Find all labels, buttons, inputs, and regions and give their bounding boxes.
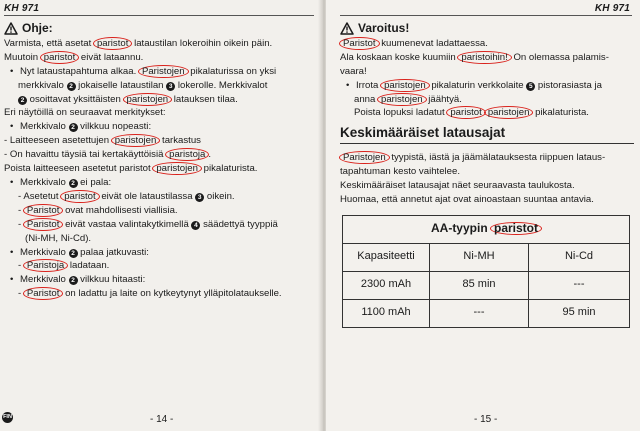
circled-word: Paristojen xyxy=(339,151,390,164)
text-line: Varmista, että asetat paristot lataustilan lokeroihin oikein päin. xyxy=(4,37,273,49)
list-item: • Irrota paristojen pikalaturin verkkolaite 5 pistorasiasta ja xyxy=(346,79,602,91)
text-line: Eri näytöillä on seuraavat merkitykset: xyxy=(4,107,166,119)
text-line: 2 osoittavat yksittäisten paristojen latauksen tilaa. xyxy=(4,93,316,107)
bullet-icon: • xyxy=(10,121,14,133)
ref-number-badge: 2 xyxy=(67,82,76,91)
ref-number-badge: 2 xyxy=(69,249,78,258)
column-header: Ni-Cd xyxy=(529,243,630,271)
bullet-icon: • xyxy=(10,246,14,258)
circled-word: paristojen xyxy=(152,162,202,175)
circled-word: paristot xyxy=(490,222,542,235)
page-number: - 15 - xyxy=(474,414,498,425)
circled-word: Paristot xyxy=(23,218,64,231)
list-item: • Merkkivalo 2 vilkkuu hitaasti: xyxy=(10,274,146,286)
table-cell: --- xyxy=(529,271,630,299)
circled-word: Paristot xyxy=(23,204,64,217)
text-line: Paristot kuumenevat ladattaessa. xyxy=(340,37,634,51)
table-row xyxy=(343,271,630,299)
list-item: • Merkkivalo 2 ei pala: xyxy=(10,176,112,188)
circled-word: paristot xyxy=(93,37,132,50)
table-cell: --- xyxy=(430,299,529,327)
bullet-icon: • xyxy=(10,176,14,188)
circled-word: paristot xyxy=(60,190,99,203)
text-line: (Ni-MH, Ni-Cd). xyxy=(25,232,92,244)
circled-word: paristoja xyxy=(165,148,209,161)
header-rule xyxy=(340,15,632,16)
text-line: Muutoin paristot eivät lataannu. xyxy=(4,51,144,63)
page-number: - 14 - xyxy=(150,414,174,425)
circled-word: Paristot xyxy=(23,287,64,300)
warning-icon xyxy=(4,22,18,35)
note-heading-text: Ohje: xyxy=(22,21,53,35)
text-line: - Paristot on ladattu ja laite on kytkeytynyt ylläpitolataukselle. xyxy=(18,288,282,300)
intro-paragraph xyxy=(340,151,634,207)
column-header: Kapasiteetti xyxy=(343,243,430,271)
text-line: Paristojen tyypistä, iästä ja jäämälatauksesta riippuen lataus- xyxy=(340,151,634,165)
right-page xyxy=(326,0,640,431)
table-cell: 1100 mAh xyxy=(343,299,430,327)
list-item: • Merkkivalo 2 palaa jatkuvasti: xyxy=(10,246,149,258)
circled-word: paristojen xyxy=(380,79,430,92)
warning-heading xyxy=(340,22,634,36)
text-line: Keskimääräiset latausajat näet seuraavasta taulukosta. xyxy=(340,180,575,192)
note-heading xyxy=(4,22,316,36)
ref-number-badge: 2 xyxy=(69,276,78,285)
model-header: KH 971 xyxy=(594,3,630,14)
circled-word: paristoihin! xyxy=(457,51,511,64)
circled-word: paristot xyxy=(40,51,79,64)
text-line: Poista lopuksi ladatut paristot paristojen pikalaturista. xyxy=(354,107,589,119)
column-header: Ni-MH xyxy=(430,243,529,271)
ref-number-badge: 3 xyxy=(166,82,175,91)
text-line: - On havaittu täysiä tai kertakäyttöisiä paristoja . xyxy=(4,149,212,161)
circled-word: paristojen xyxy=(123,93,173,106)
circled-word: paristojen xyxy=(377,93,427,106)
text-line: merkkivalo 2 jokaiselle lataustilan 3 lokerolle. Merkkivalot xyxy=(18,79,268,91)
text-line: - Paristoja ladataan. xyxy=(18,260,110,272)
text-line: - Laitteeseen asetettujen paristojen tarkastus xyxy=(4,135,201,147)
table-row xyxy=(343,299,630,327)
ref-number-badge: 2 xyxy=(18,96,27,105)
ref-number-badge: 2 xyxy=(69,123,78,132)
bullet-icon: • xyxy=(346,79,350,91)
text-line: vaara! xyxy=(340,65,367,77)
circled-word: paristojen xyxy=(484,106,534,119)
ref-number-badge: 3 xyxy=(195,193,204,202)
text-line: Huomaa, että annetut ajat ovat ainoastaan suuntaa antavia. xyxy=(340,193,594,205)
list-item: • Nyt lataustapahtuma alkaa. Paristojen pikalaturissa on yksi xyxy=(10,65,277,77)
text-line: Poista laitteeseen asetetut paristot paristojen pikalaturista. xyxy=(4,163,258,175)
text-line: - Asetetut paristot eivät ole lataustilassa 3 oikein. xyxy=(18,190,235,202)
circled-word: paristojen xyxy=(111,134,161,147)
language-badge: FIN xyxy=(2,412,13,423)
warning-icon xyxy=(340,22,354,35)
text-line: - Paristot ovat mahdollisesti viallisia. xyxy=(18,204,178,216)
circled-word: Paristoja xyxy=(23,259,68,272)
bullet-icon: • xyxy=(10,274,14,286)
text-line: tapahtuman kesto vaihtelee. xyxy=(340,166,461,178)
charging-time-table xyxy=(342,215,630,328)
list-item: • Merkkivalo 2 vilkkuu nopeasti: xyxy=(10,121,152,133)
table-cell: 95 min xyxy=(529,299,630,327)
table-caption: AA-tyypin paristot xyxy=(343,215,630,243)
circled-word: Paristot xyxy=(339,37,380,50)
bullet-icon: • xyxy=(10,65,14,77)
model-header: KH 971 xyxy=(4,3,40,14)
text-line: - Paristot eivät vastaa valintakytkimellä 4 säädettyä tyyppiä xyxy=(18,218,278,230)
warning-heading-text: Varoitus! xyxy=(358,21,410,35)
ref-number-badge: 5 xyxy=(526,82,535,91)
left-content xyxy=(4,22,316,301)
table-cell: 2300 mAh xyxy=(343,271,430,299)
table-cell: 85 min xyxy=(430,271,529,299)
header-rule xyxy=(4,15,314,16)
right-content xyxy=(340,22,634,328)
ref-number-badge: 2 xyxy=(69,179,78,188)
circled-word: paristot xyxy=(446,106,485,119)
circled-word: Paristojen xyxy=(138,65,189,78)
text-line: anna paristojen jäähtyä. xyxy=(354,93,462,105)
section-heading: Keskimääräiset latausajat xyxy=(340,126,634,144)
text-line: Ala koskaan koske kuumiin paristoihin! On olemassa palamis- xyxy=(340,51,609,63)
ref-number-badge: 4 xyxy=(191,221,200,230)
